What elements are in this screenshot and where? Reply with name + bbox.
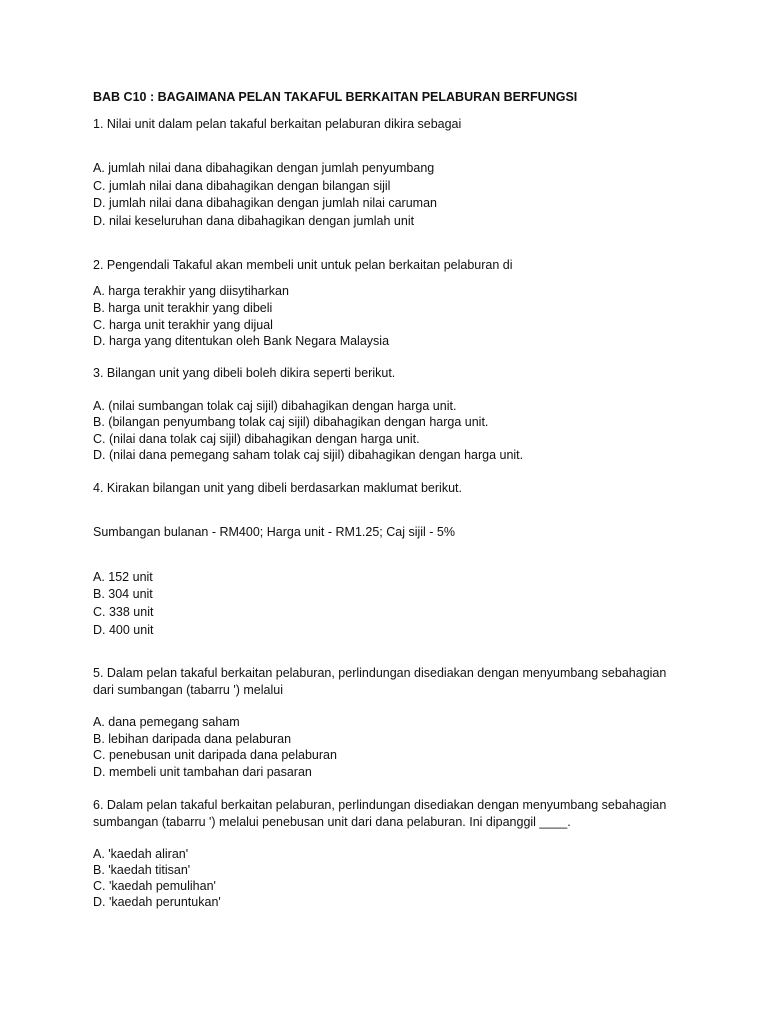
question-6-stem-line-1: 6. Dalam pelan takaful berkaitan pelaburan, perlindungan disediakan dengan menyumbang sebahagian bbox=[93, 798, 667, 812]
question-4-stem: 4. Kirakan bilangan unit yang dibeli berdasarkan maklumat berikut. bbox=[93, 481, 462, 495]
question-1-option-d-2: D. nilai keseluruhan dana dibahagikan dengan jumlah unit bbox=[93, 214, 415, 228]
question-1-stem: 1. Nilai unit dalam pelan takaful berkaitan pelaburan dikira sebagai bbox=[93, 117, 462, 131]
question-4-info: Sumbangan bulanan - RM400; Harga unit - RM1.25; Caj sijil - 5% bbox=[93, 525, 455, 539]
question-5-option-d: D. membeli unit tambahan dari pasaran bbox=[93, 765, 312, 779]
question-1-option-d: D. jumlah nilai dana dibahagikan dengan jumlah nilai caruman bbox=[93, 196, 437, 210]
question-3-option-a: A. (nilai sumbangan tolak caj sijil) dibahagikan dengan harga unit. bbox=[93, 399, 457, 413]
question-2-option-c: C. harga unit terakhir yang dijual bbox=[93, 318, 273, 332]
question-6-option-d: D. 'kaedah peruntukan' bbox=[93, 895, 221, 909]
question-6-stem-line-2: sumbangan (tabarru ') melalui penebusan unit dari dana pelaburan. Ini dipanggil ____. bbox=[93, 815, 571, 829]
question-4-option-c: C. 338 unit bbox=[93, 605, 154, 619]
question-2-option-b: B. harga unit terakhir yang dibeli bbox=[93, 301, 273, 315]
question-2-option-d: D. harga yang ditentukan oleh Bank Negara Malaysia bbox=[93, 334, 390, 348]
question-6-option-b: B. 'kaedah titisan' bbox=[93, 863, 191, 877]
question-3-option-d: D. (nilai dana pemegang saham tolak caj sijil) dibahagikan dengan harga unit. bbox=[93, 448, 524, 462]
question-3-option-b: B. (bilangan penyumbang tolak caj sijil) dibahagikan dengan harga unit. bbox=[93, 415, 489, 429]
question-3-option-c: C. (nilai dana tolak caj sijil) dibahagikan dengan harga unit. bbox=[93, 432, 420, 446]
question-2-stem: 2. Pengendali Takaful akan membeli unit untuk pelan berkaitan pelaburan di bbox=[93, 258, 513, 272]
question-6-option-c: C. 'kaedah pemulihan' bbox=[93, 879, 216, 893]
question-4-option-d: D. 400 unit bbox=[93, 623, 154, 637]
question-1-option-a: A. jumlah nilai dana dibahagikan dengan jumlah penyumbang bbox=[93, 161, 435, 175]
question-5-option-b: B. lebihan daripada dana pelaburan bbox=[93, 732, 292, 746]
question-5-stem-line-2: dari sumbangan (tabarru ') melalui bbox=[93, 683, 283, 697]
question-5-stem-line-1: 5. Dalam pelan takaful berkaitan pelaburan, perlindungan disediakan dengan menyumbang sebahagian bbox=[93, 666, 667, 680]
question-5-option-a: A. dana pemegang saham bbox=[93, 715, 240, 729]
question-5-option-c: C. penebusan unit daripada dana pelaburan bbox=[93, 748, 337, 762]
question-1-option-c: C. jumlah nilai dana dibahagikan dengan bilangan sijil bbox=[93, 179, 391, 193]
chapter-title: BAB C10 : BAGAIMANA PELAN TAKAFUL BERKAITAN PELABURAN BERFUNGSI bbox=[93, 90, 578, 104]
question-4-option-a: A. 152 unit bbox=[93, 570, 153, 584]
question-6-option-a: A. 'kaedah aliran' bbox=[93, 847, 189, 861]
question-3-stem: 3. Bilangan unit yang dibeli boleh dikira seperti berikut. bbox=[93, 366, 396, 380]
question-4-option-b: B. 304 unit bbox=[93, 587, 153, 601]
question-2-option-a: A. harga terakhir yang diisytiharkan bbox=[93, 284, 289, 298]
